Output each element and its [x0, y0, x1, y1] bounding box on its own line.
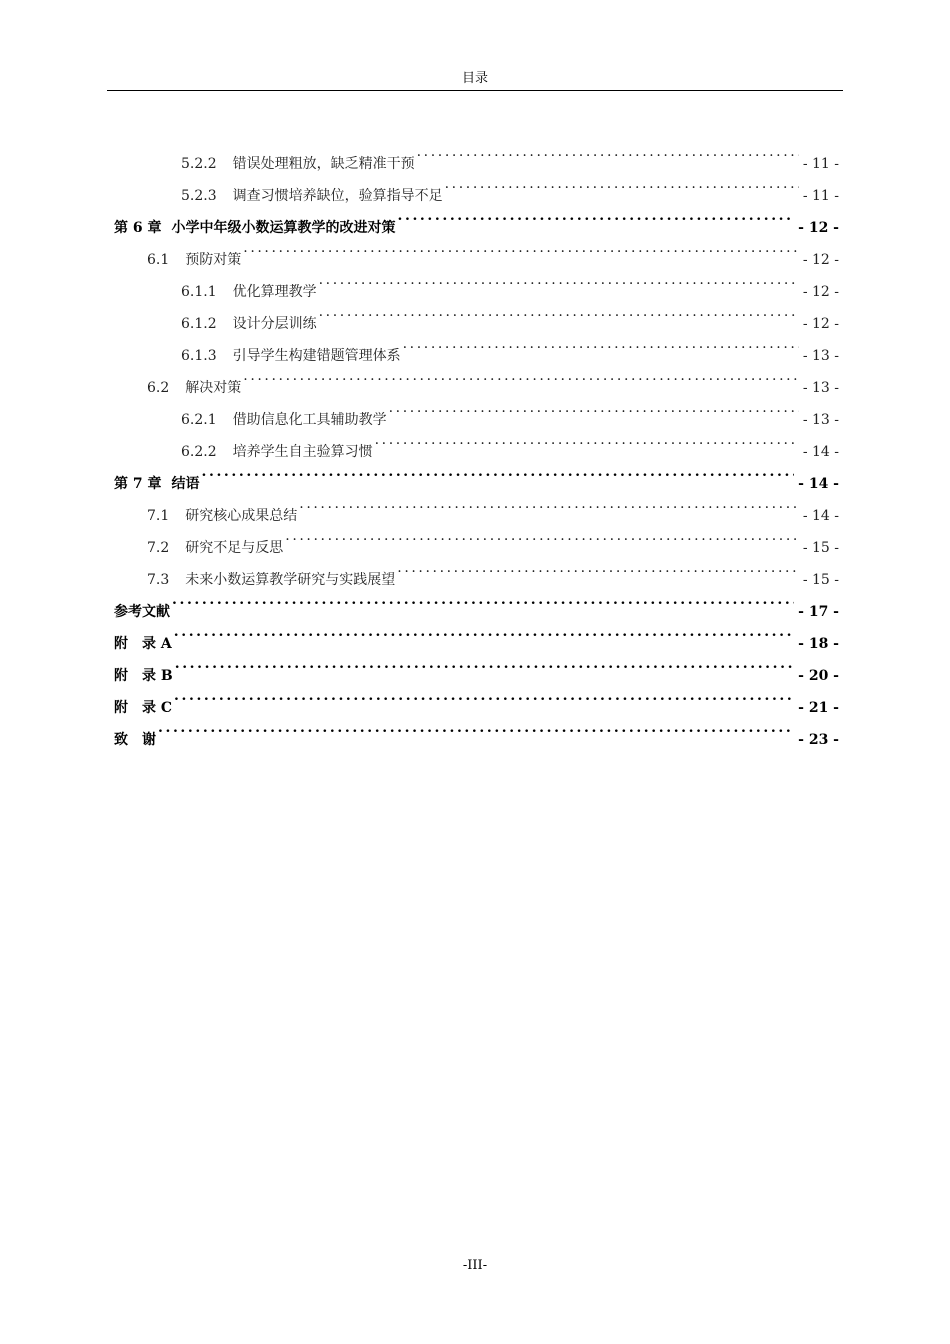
toc-entry-page: - 21 -: [798, 700, 839, 716]
toc-entry-number: 5.2.2: [181, 156, 217, 172]
toc-entry[interactable]: [114, 648, 839, 684]
toc-entry-page: - 12 -: [802, 316, 839, 332]
toc-entry[interactable]: [147, 360, 839, 396]
toc-entry-title: 研究不足与反思: [185, 540, 284, 556]
toc-entry-title: 错误处理粗放，缺乏精准干预: [232, 156, 415, 172]
toc-entry[interactable]: [114, 584, 839, 620]
toc-dot-leader: [375, 424, 799, 456]
toc-entry-number: 6.1: [147, 252, 170, 268]
toc-entry-title: 研究核心成果总结: [185, 508, 298, 524]
toc-entry-number: 5.2.3: [181, 188, 217, 204]
toc-entry[interactable]: [147, 552, 839, 588]
toc-entry[interactable]: [181, 264, 839, 300]
toc-entry-page: - 18 -: [798, 636, 839, 652]
toc-dot-leader: [319, 264, 799, 296]
header-title: 目录: [461, 71, 488, 86]
toc-entry[interactable]: [114, 200, 839, 236]
toc-entry-number: 6.2.2: [181, 444, 217, 460]
toc-entry[interactable]: [181, 424, 839, 460]
toc-entry-number: 6.1.2: [181, 316, 217, 332]
toc-entry-title: 设计分层训练: [232, 316, 317, 332]
toc-entry-title: 调查习惯培养缺位，验算指导不足: [232, 188, 443, 204]
toc-entry-title: 借助信息化工具辅助教学: [232, 412, 387, 428]
toc-entry-page: - 17 -: [798, 604, 839, 620]
toc-entry-number: 7.3: [147, 572, 170, 588]
toc-entry[interactable]: [181, 296, 839, 332]
toc-entry-page: - 12 -: [802, 252, 839, 268]
toc-entry-title: 引导学生构建错题管理体系: [232, 348, 401, 364]
toc-dot-leader: [158, 712, 794, 744]
toc-entry-page: - 13 -: [802, 348, 839, 364]
toc-entry-title: 优化算理教学: [232, 284, 317, 300]
toc-entry[interactable]: [147, 488, 839, 524]
toc-entry-page: - 14 -: [802, 508, 839, 524]
toc-entry[interactable]: [114, 456, 839, 492]
toc-dot-leader: [172, 584, 794, 616]
toc-entry-page: - 14 -: [798, 476, 839, 492]
toc-dot-leader: [397, 552, 799, 584]
toc-dot-leader: [319, 296, 799, 328]
toc-dot-leader: [299, 488, 799, 520]
toc-entry-number: 7.2: [147, 540, 170, 556]
toc-dot-leader: [243, 232, 799, 264]
toc-dot-leader: [389, 392, 799, 424]
toc-dot-leader: [285, 520, 799, 552]
toc-entry-page: - 11 -: [802, 188, 839, 204]
toc-dot-leader: [403, 328, 799, 360]
toc-dot-leader: [398, 200, 795, 232]
toc-entry[interactable]: [114, 680, 839, 716]
toc-entry-title: 结语: [171, 476, 200, 492]
toc-entry-number: 6.2.1: [181, 412, 217, 428]
toc-entry-title: 培养学生自主验算习惯: [232, 444, 373, 460]
toc-dot-leader: [445, 168, 799, 200]
toc-entry-title: 致 谢: [114, 732, 156, 748]
toc-entry-title: 附 录 C: [114, 700, 173, 716]
toc-dot-leader: [175, 648, 794, 680]
toc-dot-leader: [417, 136, 799, 168]
toc-entry-number: 6.1.3: [181, 348, 217, 364]
toc-dot-leader: [174, 680, 794, 712]
toc-entry[interactable]: [114, 616, 839, 652]
toc-dot-leader: [174, 616, 794, 648]
toc-entry-page: - 12 -: [798, 220, 839, 236]
page-header: [107, 68, 843, 91]
toc-entry-number: 6.1.1: [181, 284, 217, 300]
toc-entry-page: - 14 -: [802, 444, 839, 460]
toc-dot-leader: [202, 456, 795, 488]
toc-entry-title: 附 录 A: [114, 636, 172, 652]
toc-entry-title: 预防对策: [185, 252, 242, 268]
toc-entry-page: - 15 -: [802, 572, 839, 588]
toc-entry-title: 小学中年级小数运算教学的改进对策: [171, 220, 396, 236]
toc-entry-number: 第 6 章: [114, 220, 162, 236]
toc-entry[interactable]: [147, 520, 839, 556]
footer-page-number: -III-: [462, 1258, 488, 1273]
toc-entry-page: - 23 -: [798, 732, 839, 748]
toc-entry-title: 未来小数运算教学研究与实践展望: [185, 572, 396, 588]
toc-entry-page: - 12 -: [802, 284, 839, 300]
toc-entry[interactable]: [181, 392, 839, 428]
toc-entry[interactable]: [114, 712, 839, 748]
toc-entry[interactable]: [147, 232, 839, 268]
toc-entry-number: 6.2: [147, 380, 170, 396]
toc-entry-page: - 11 -: [802, 156, 839, 172]
toc-entry[interactable]: [181, 168, 839, 204]
page-footer: [0, 1256, 950, 1276]
toc-entry[interactable]: [181, 136, 839, 172]
toc-entry[interactable]: [181, 328, 839, 364]
toc-entry-page: - 20 -: [798, 668, 839, 684]
toc-entry-page: - 15 -: [802, 540, 839, 556]
toc-entry-title: 参考文献: [114, 604, 170, 620]
toc-entry-page: - 13 -: [802, 412, 839, 428]
toc-dot-leader: [243, 360, 799, 392]
toc-entry-title: 附 录 B: [114, 668, 173, 684]
toc-entry-title: 解决对策: [185, 380, 242, 396]
toc-entry-number: 第 7 章: [114, 476, 162, 492]
toc-entry-number: 7.1: [147, 508, 170, 524]
toc-entry-page: - 13 -: [802, 380, 839, 396]
